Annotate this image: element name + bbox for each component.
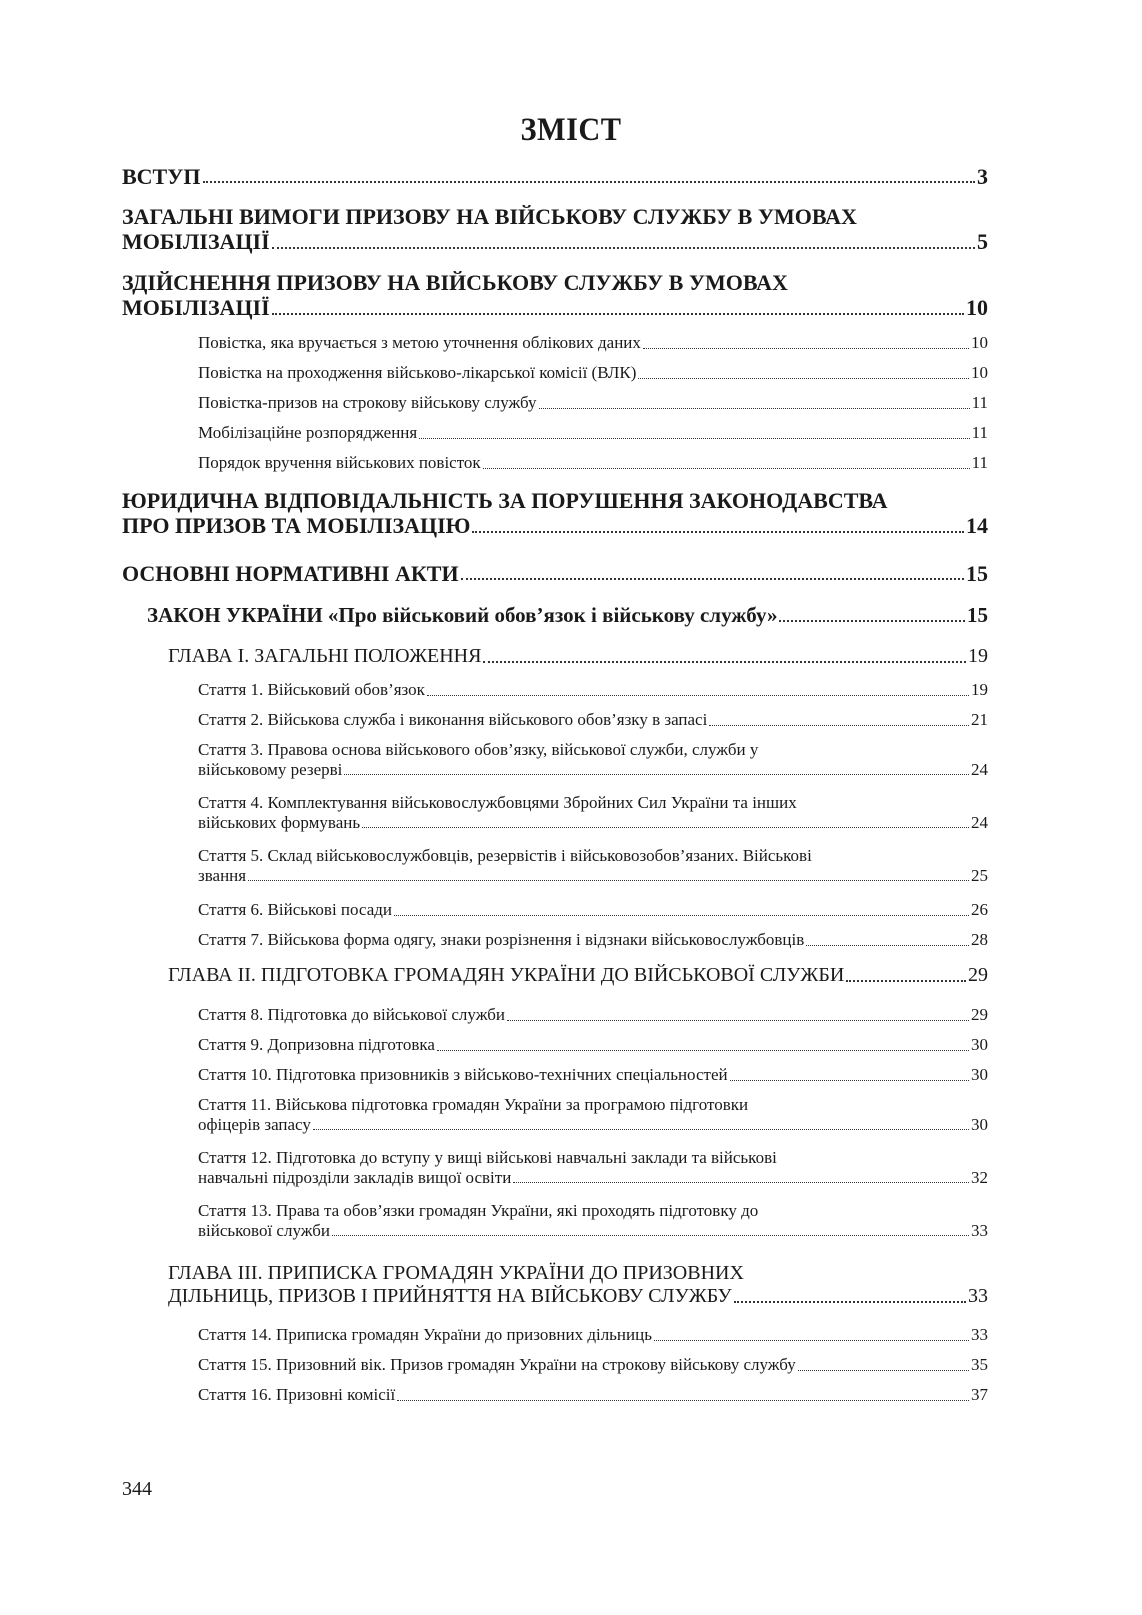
toc-entry[interactable] [198, 1355, 988, 1375]
toc-page-number: 35 [971, 1355, 988, 1374]
toc-page-number: 10 [971, 363, 988, 382]
toc-entry-title: Стаття 10. Підготовка призовників з військово-технічних спеціальностей [198, 1065, 728, 1084]
dot-leader [513, 1182, 969, 1183]
toc-entry[interactable] [168, 964, 988, 987]
toc-entry-title-line: Стаття 3. Правова основа військового обов’язку, військової служби, служби у [198, 740, 759, 759]
toc-entry-title: звання [198, 865, 247, 885]
toc-entry-title-line: ЮРИДИЧНА ВІДПОВІДАЛЬНІСТЬ ЗА ПОРУШЕННЯ ЗАКОНОДАВСТВА [122, 488, 888, 513]
dot-leader [709, 725, 969, 726]
toc-entry[interactable] [198, 1035, 988, 1055]
toc-entry-title-line: ЗАГАЛЬНІ ВИМОГИ ПРИЗОВУ НА ВІЙСЬКОВУ СЛУЖБУ В УМОВАХ [122, 204, 857, 229]
toc-entry-title: Стаття 2. Військова служба і виконання військового обов’язку в запасі [198, 710, 708, 729]
toc-entry[interactable] [168, 1262, 988, 1308]
toc-entry-title: Стаття 6. Військові посади [198, 900, 392, 919]
toc-page-number: 29 [968, 964, 988, 986]
toc-entry-title-line: Стаття 4. Комплектування військовослужбовцями Збройних Сил України та інших [198, 793, 797, 812]
toc-entry[interactable] [198, 1325, 988, 1345]
toc-page-number: 11 [971, 453, 988, 472]
toc-entry-title: Повістка-призов на строкову військову службу [198, 393, 537, 412]
toc-entry[interactable] [122, 164, 988, 189]
toc-page-number: 15 [967, 603, 988, 627]
dot-leader [483, 661, 966, 663]
toc-entry-title: Порядок вручення військових повісток [198, 453, 481, 472]
toc-entry-title: Стаття 14. Приписка громадян України до призовних дільниць [198, 1325, 652, 1344]
toc-entry-title: ВСТУП [122, 164, 201, 189]
toc-entry[interactable] [198, 423, 988, 443]
toc-entry[interactable] [168, 645, 988, 668]
toc-entry-title: Стаття 1. Військовий обов’язок [198, 680, 425, 699]
toc-entry-title: Стаття 9. Допризовна підготовка [198, 1035, 435, 1054]
dot-leader [344, 774, 969, 775]
toc-entry-title: МОБІЛІЗАЦІЇ [122, 229, 270, 255]
toc-page-number: 10 [971, 333, 988, 352]
toc-entry[interactable] [198, 680, 988, 700]
page-title: ЗМІСТ [520, 112, 622, 148]
toc-entry-title: Стаття 16. Призовні комісії [198, 1385, 396, 1404]
toc-entry-title: Мобілізаційне розпорядження [198, 423, 418, 442]
dot-leader [437, 1050, 969, 1051]
toc-page-number: 15 [966, 561, 988, 586]
toc-page-number: 21 [971, 710, 988, 729]
dot-leader [419, 438, 969, 439]
dot-leader [539, 408, 970, 409]
dot-leader [806, 945, 969, 946]
toc-entry-title: Повістка, яка вручається з метою уточнення облікових даних [198, 333, 641, 352]
toc-page-number: 26 [971, 900, 988, 919]
toc-page-number: 30 [971, 1035, 988, 1054]
toc-entry-title: ДІЛЬНИЦЬ, ПРИЗОВ І ПРИЙНЯТТЯ НА ВІЙСЬКОВУ СЛУЖБУ [168, 1285, 732, 1307]
toc-page-number: 33 [971, 1220, 988, 1240]
toc-entry-title-line: Стаття 13. Права та обов’язки громадян України, які проходять підготовку до [198, 1201, 759, 1220]
toc-entry-title: ГЛАВА І. ЗАГАЛЬНІ ПОЛОЖЕННЯ [168, 645, 482, 667]
dot-leader [461, 578, 964, 580]
toc-page-number: 11 [971, 423, 988, 442]
toc-page-number: 30 [971, 1114, 988, 1134]
toc-entry[interactable] [198, 846, 988, 885]
dot-leader [472, 531, 964, 533]
dot-leader [272, 313, 964, 315]
toc-entry-title: Стаття 7. Військова форма одягу, знаки розрізнення і відзнаки військовослужбовців [198, 930, 805, 949]
toc-entry[interactable] [122, 561, 988, 586]
toc-entry[interactable] [198, 1065, 988, 1085]
toc-entry-title: Повістка на проходження військово-лікарської комісії (ВЛК) [198, 363, 637, 382]
dot-leader [313, 1129, 969, 1130]
toc-entry-title: військовому резерві [198, 759, 343, 779]
toc-entry[interactable] [198, 1385, 988, 1405]
toc-entry-title: ЗАКОН УКРАЇНИ «Про військовий обов’язок і військову службу» [147, 603, 778, 627]
dot-leader [248, 880, 969, 881]
toc-entry[interactable] [122, 270, 988, 321]
toc-page-number: 10 [966, 295, 988, 321]
toc-entry-title: Стаття 8. Підготовка до військової служби [198, 1005, 505, 1024]
toc-entry[interactable] [198, 1201, 988, 1240]
toc-page-number: 30 [971, 1065, 988, 1084]
toc-entry-title-line: Стаття 11. Військова підготовка громадян України за програмою підготовки [198, 1095, 749, 1114]
dot-leader [272, 247, 975, 249]
dot-leader [798, 1370, 969, 1371]
dot-leader [734, 1301, 966, 1303]
toc-entry-title: військових формувань [198, 812, 361, 832]
toc-entry[interactable] [198, 900, 988, 920]
toc-entry[interactable] [198, 930, 988, 950]
toc-entry[interactable] [198, 740, 988, 779]
toc-page-number: 5 [977, 229, 988, 255]
dot-leader [643, 348, 969, 349]
dot-leader [846, 980, 966, 982]
toc-entry[interactable] [198, 1005, 988, 1025]
toc-page-number: 24 [971, 812, 988, 832]
dot-leader [638, 378, 969, 379]
dot-leader [654, 1340, 969, 1341]
toc-entry[interactable] [198, 793, 988, 832]
footer-page-number: 344 [122, 1478, 152, 1500]
toc-page-number: 33 [968, 1285, 988, 1307]
toc-entry-title: ПРО ПРИЗОВ ТА МОБІЛІЗАЦІЮ [122, 513, 471, 539]
dot-leader [397, 1400, 969, 1401]
dot-leader [483, 468, 970, 469]
toc-page-number: 28 [971, 930, 988, 949]
toc-page-number: 32 [971, 1167, 988, 1187]
toc-page-number: 11 [971, 393, 988, 412]
toc-page-number: 25 [971, 865, 988, 885]
toc-entry-title: ОСНОВНІ НОРМАТИВНІ АКТИ [122, 561, 459, 586]
toc-page-number: 14 [966, 513, 988, 539]
toc-entry[interactable] [198, 453, 988, 473]
toc-entry[interactable] [198, 1095, 988, 1134]
toc-entry-title: ГЛАВА ІІ. ПІДГОТОВКА ГРОМАДЯН УКРАЇНИ ДО ВІЙСЬКОВОЇ СЛУЖБИ [168, 964, 845, 986]
dot-leader [394, 915, 969, 916]
toc-page-number: 37 [971, 1385, 988, 1404]
toc-entry[interactable] [198, 333, 988, 353]
dot-leader [507, 1020, 969, 1021]
toc-entry-title: Стаття 15. Призовний вік. Призов громадян України на строкову військову службу [198, 1355, 796, 1374]
dot-leader [427, 695, 969, 696]
toc-page-number: 24 [971, 759, 988, 779]
dot-leader [332, 1235, 969, 1236]
toc-entry[interactable] [122, 204, 988, 255]
dot-leader [730, 1080, 969, 1081]
toc-entry-title-line: ЗДІЙСНЕННЯ ПРИЗОВУ НА ВІЙСЬКОВУ СЛУЖБУ В УМОВАХ [122, 270, 788, 295]
toc-page-number: 19 [968, 645, 988, 667]
toc-page-number: 33 [971, 1325, 988, 1344]
toc-entry[interactable] [147, 603, 988, 627]
toc-entry[interactable] [198, 393, 988, 413]
toc-entry[interactable] [122, 488, 988, 539]
toc-entry-title: МОБІЛІЗАЦІЇ [122, 295, 270, 321]
toc-entry[interactable] [198, 363, 988, 383]
toc-entry-title: офіцерів запасу [198, 1114, 311, 1134]
toc-entry-title: навчальні підрозділи закладів вищої освіти [198, 1167, 512, 1187]
toc-entry[interactable] [198, 1148, 988, 1187]
toc-page-number: 29 [971, 1005, 988, 1024]
toc-entry-title-line: Стаття 5. Склад військовослужбовців, резервістів і військовозобов’язаних. Військові [198, 846, 812, 865]
dot-leader [779, 620, 965, 622]
toc-page-number: 3 [977, 164, 988, 189]
toc-entry-title: військової служби [198, 1220, 330, 1240]
toc-entry-title-line: ГЛАВА ІІІ. ПРИПИСКА ГРОМАДЯН УКРАЇНИ ДО ПРИЗОВНИХ [168, 1262, 744, 1284]
toc-page-number: 19 [971, 680, 988, 699]
dot-leader [203, 181, 976, 183]
toc-entry-title-line: Стаття 12. Підготовка до вступу у вищі військові навчальні заклади та військові [198, 1148, 777, 1167]
toc-entry[interactable] [198, 710, 988, 730]
dot-leader [362, 827, 969, 828]
